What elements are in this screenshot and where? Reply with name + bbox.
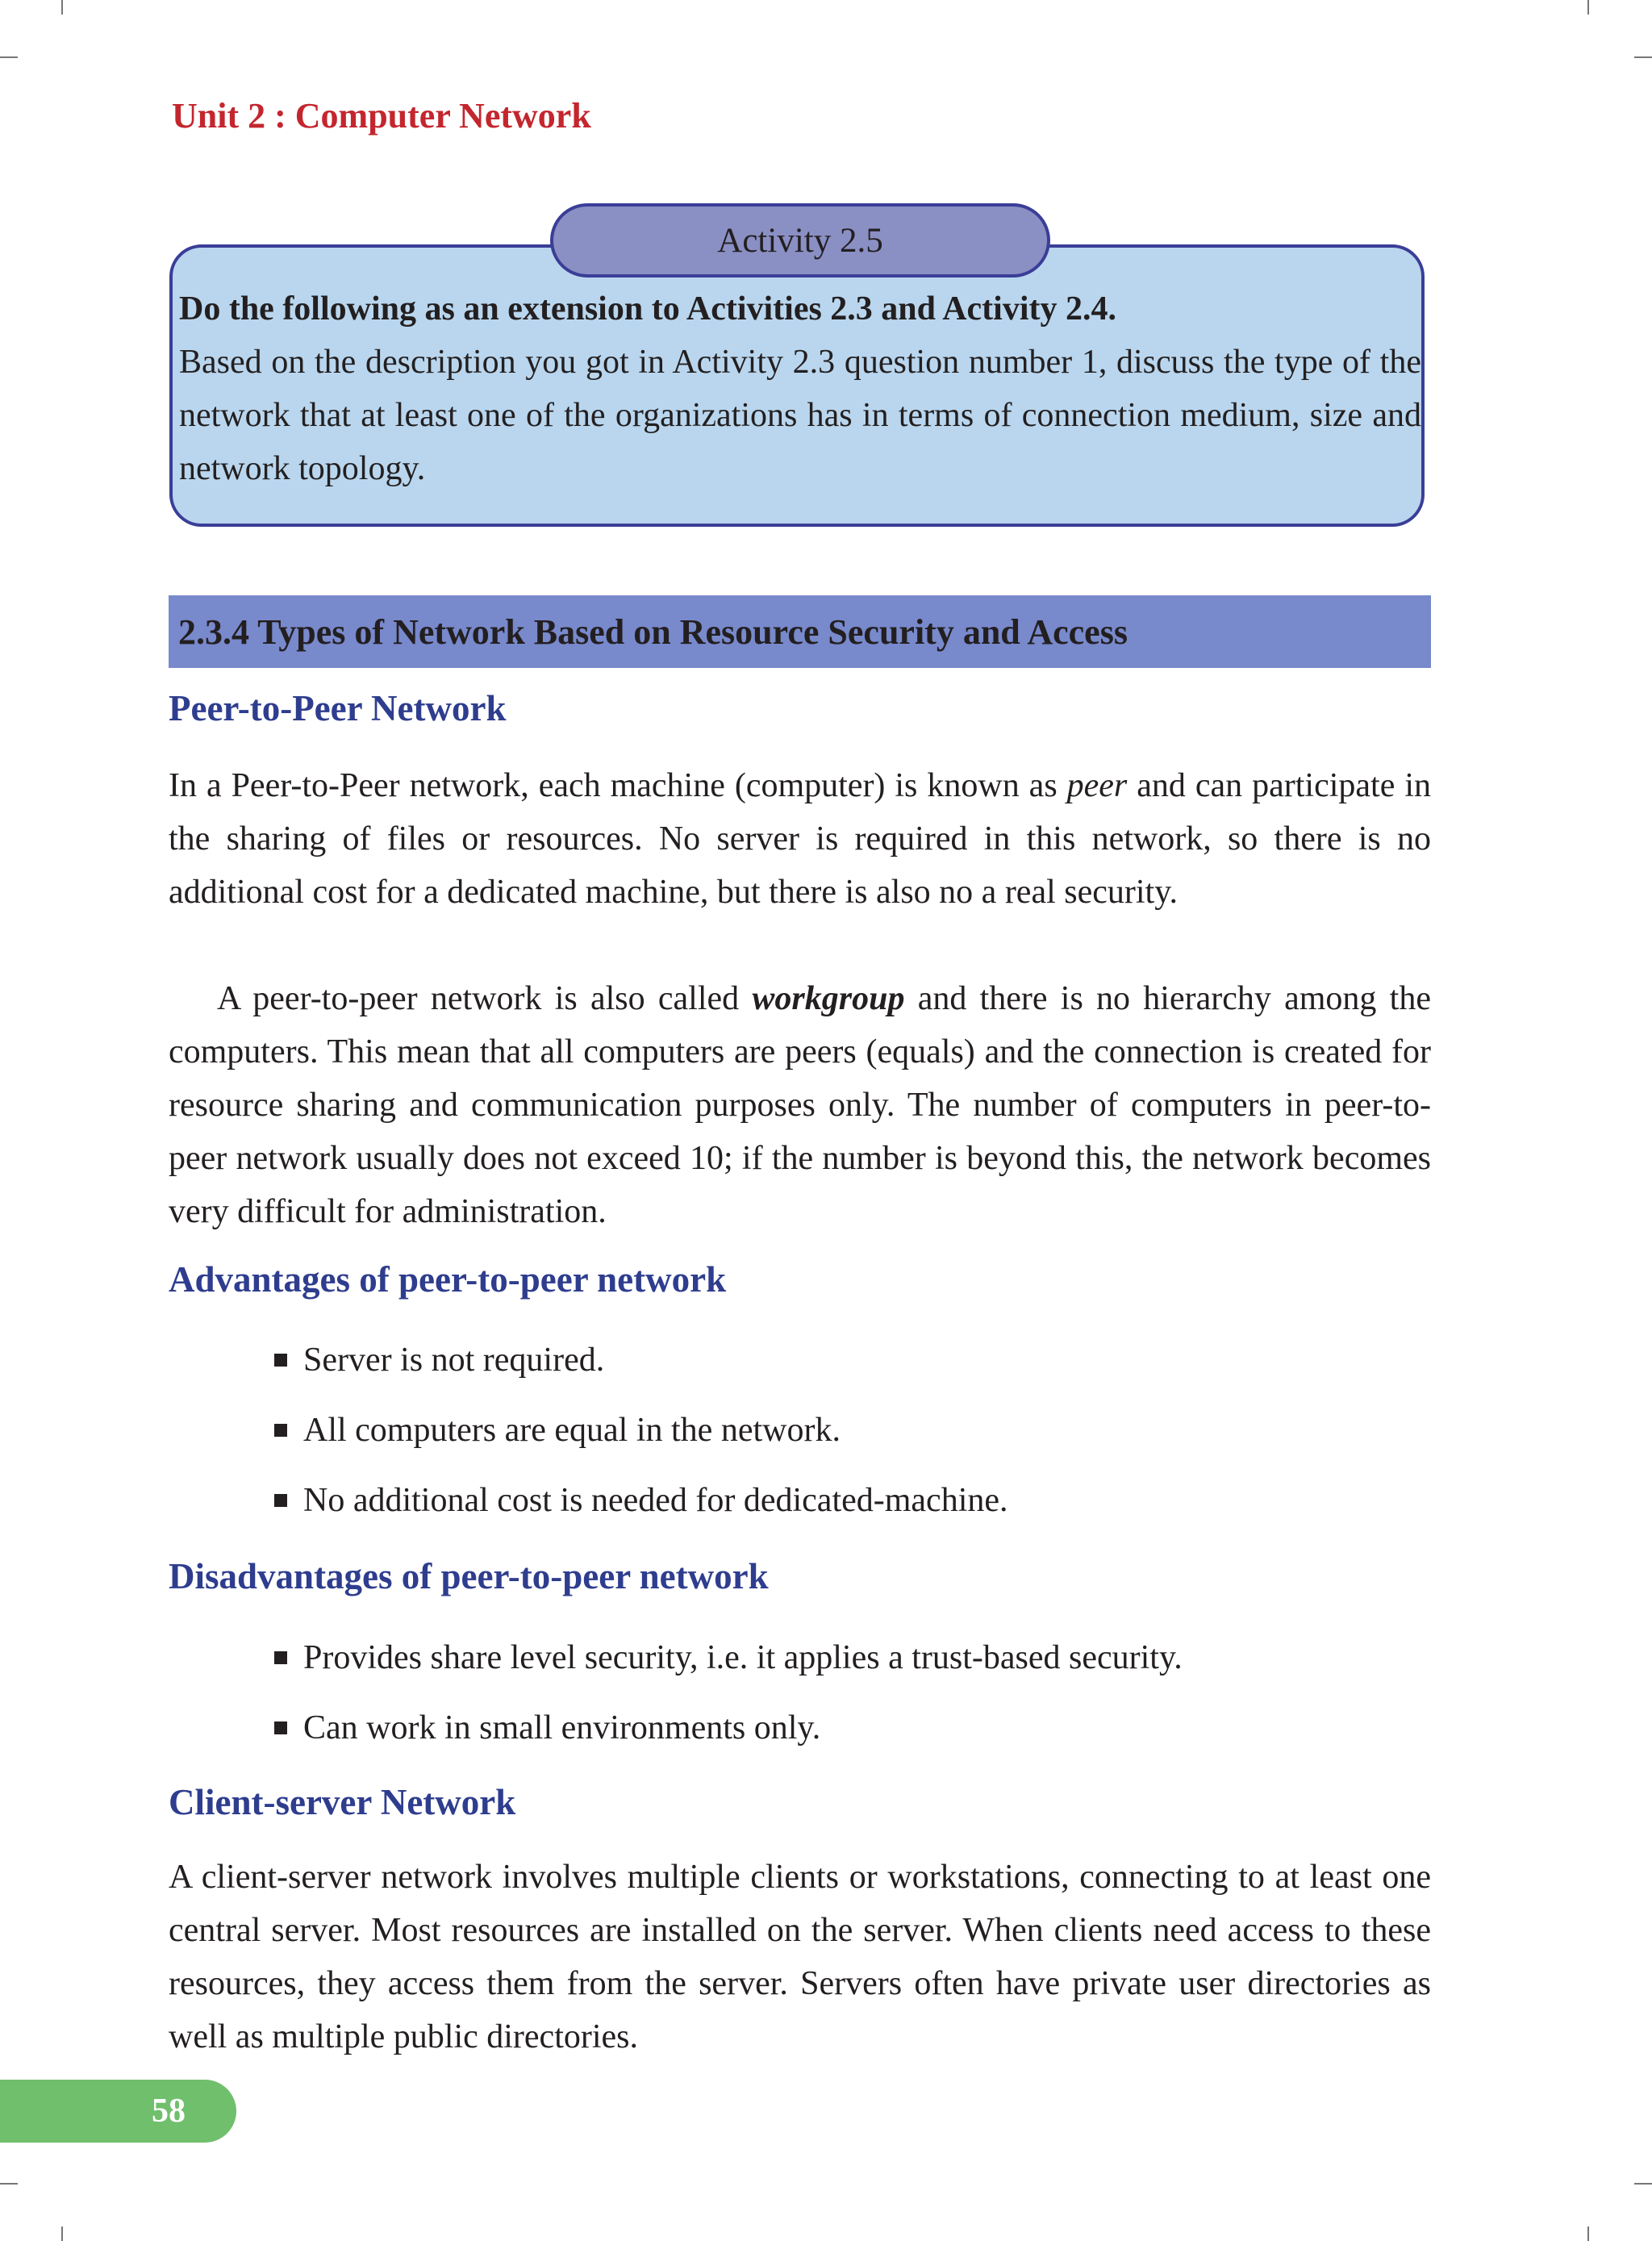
page-number-tab <box>0 2080 236 2143</box>
client-server-heading: Client-server Network <box>169 1782 516 1822</box>
client-server-paragraph: A client-server network involves multiple clients or workstations, connecting to at least one central server. Most resources are installed on the server. When clients need access to these resources, they access them from the server. Servers often have private user directories as well as multiple public directories. <box>169 1859 1431 2055</box>
unit-header: Unit 2 : Computer Network <box>172 96 591 136</box>
section-title: 2.3.4 Types of Network Based on Resource Security and Access <box>178 611 1128 652</box>
crop-mark <box>0 2183 18 2185</box>
list-item: No additional cost is needed for dedicated-machine. <box>274 1465 1008 1535</box>
term-workgroup: workgroup <box>752 980 905 1017</box>
advantages-heading: Advantages of peer-to-peer network <box>169 1259 727 1300</box>
peer-heading: Peer-to-Peer Network <box>169 688 507 728</box>
disadvantages-heading: Disadvantages of peer-to-peer network <box>169 1556 769 1596</box>
crop-mark <box>1587 2226 1589 2241</box>
crop-mark <box>61 0 63 15</box>
page-number: 58 <box>152 2093 186 2130</box>
activity-lead: Do the following as an extension to Activities 2.3 and Activity 2.4. <box>179 290 1116 328</box>
advantages-list <box>274 1325 1008 1535</box>
disadvantages-list <box>274 1622 1183 1763</box>
list-item: Server is not required. <box>274 1325 1008 1395</box>
activity-text <box>179 282 1421 495</box>
crop-mark <box>61 2226 63 2241</box>
crop-mark <box>1587 0 1589 15</box>
crop-mark <box>0 56 18 58</box>
list-item: All computers are equal in the network. <box>274 1395 1008 1465</box>
bullet-square-icon <box>274 1424 287 1437</box>
activity-body: Based on the description you got in Activity 2.3 question number 1, discuss the type of the network that at least one of the organizations has in terms of connection medium, size and network topology. <box>179 344 1421 487</box>
bullet-square-icon <box>274 1494 287 1507</box>
list-item: Provides share level security, i.e. it applies a trust-based security. <box>274 1622 1183 1692</box>
list-item: Can work in small environments only. <box>274 1692 1183 1763</box>
section-title-bar <box>169 595 1431 668</box>
bullet-square-icon <box>274 1651 287 1664</box>
term-peer: peer <box>1066 767 1128 804</box>
bullet-square-icon <box>274 1721 287 1734</box>
bullet-square-icon <box>274 1354 287 1367</box>
crop-mark <box>1634 2183 1652 2185</box>
activity-title: Activity 2.5 <box>550 203 1050 278</box>
peer-paragraph-1: In a Peer-to-Peer network, each machine (computer) is known as peer and can participate in the sharing of files or resources. No server is required in this network, so there is no additional cost for a dedicated machine, but there is also no a real security. <box>169 767 1431 911</box>
peer-paragraph-2: A peer-to-peer network is also called workgroup and there is no hierarchy among the computers. This mean that all computers are peers (equals) and the connection is created for resource sharing and communication purposes only. The number of computers in peer-to-peer network usually does not exceed 10; if the number is beyond this, the network becomes very difficult for administration. <box>169 980 1431 1230</box>
crop-mark <box>1634 56 1652 58</box>
